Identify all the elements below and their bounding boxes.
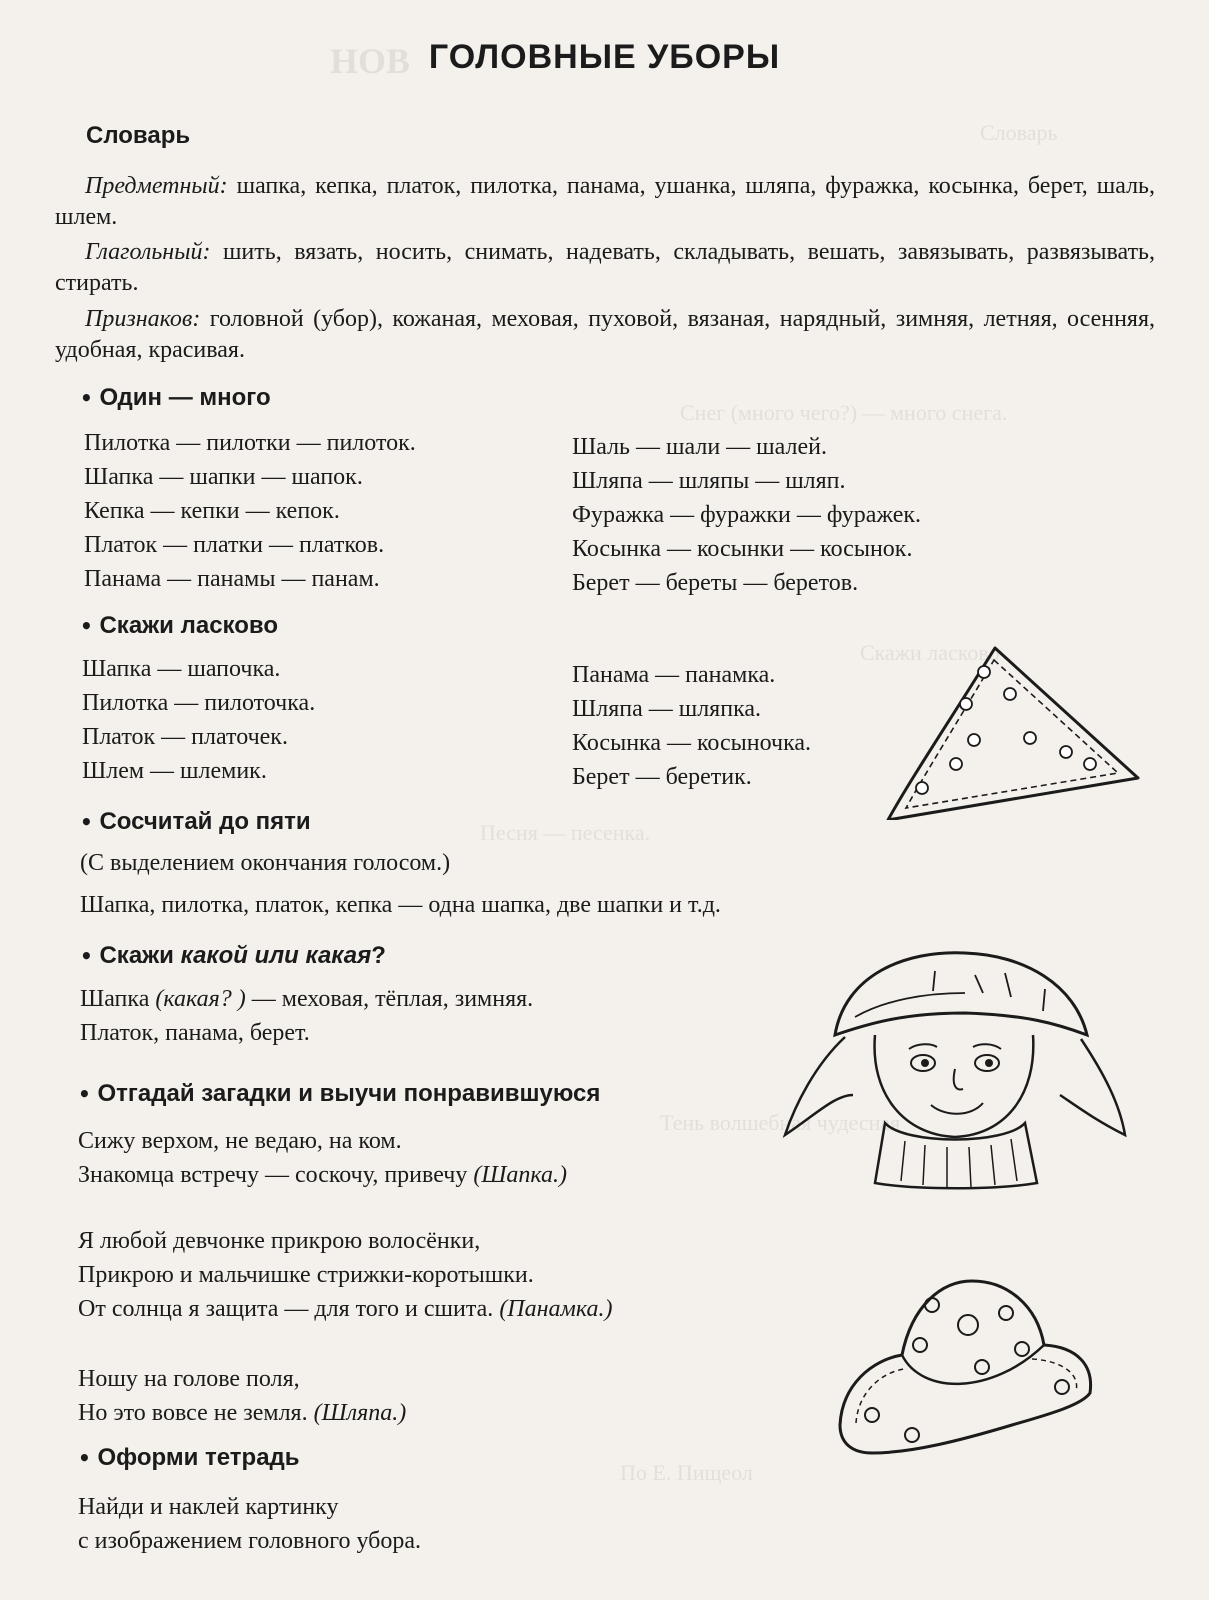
list-item: Шлем — шлемик. xyxy=(82,758,267,784)
which-line-2: Платок, панама, берет. xyxy=(80,1020,310,1046)
list-item: Шляпа — шляпы — шляп. xyxy=(572,468,846,494)
gently-right xyxy=(572,658,811,794)
verb-label: Глагольный: xyxy=(85,239,211,265)
dictionary-heading: Словарь xyxy=(86,122,191,149)
bullet-icon: • xyxy=(80,810,93,834)
list-item: Берет — беретик. xyxy=(572,764,752,790)
dictionary-verb xyxy=(55,237,1155,299)
riddle-line: Я любой девчонке прикрою волосёнки, xyxy=(78,1228,481,1254)
riddle-2 xyxy=(78,1224,612,1326)
bullet-icon: • xyxy=(78,1082,91,1106)
list-item: Шаль — шали — шалей. xyxy=(572,434,827,460)
list-item: Шапка — шапки — шапок. xyxy=(84,464,363,490)
riddle-1 xyxy=(78,1124,567,1192)
riddle-line: Прикрою и мальчишке стрижки-коротышки. xyxy=(78,1262,534,1288)
dictionary-attributes xyxy=(55,304,1155,366)
kerchief-illustration xyxy=(880,640,1150,820)
dictionary-subject xyxy=(55,171,1155,233)
riddles-heading: • Отгадай загадки и выучи понравившуюся xyxy=(78,1080,601,1107)
list-item: Платок — платочек. xyxy=(82,724,288,750)
bullet-icon: • xyxy=(80,614,93,638)
one-many-left xyxy=(84,426,416,596)
riddle-line: От солнца я защита — для того и сшита. (Панамка.) xyxy=(78,1296,613,1322)
riddle-3 xyxy=(78,1362,406,1430)
list-item: Косынка — косынки — косынок. xyxy=(572,536,913,562)
bullet-icon: • xyxy=(78,1446,91,1470)
count-example: Шапка, пилотка, платок, кепка — одна шапка, две шапки и т.д. xyxy=(80,892,721,918)
riddle-answer: (Шляпа.) xyxy=(313,1400,407,1426)
riddle-answer: (Шапка.) xyxy=(473,1162,567,1188)
flower-hat-illustration xyxy=(832,1275,1098,1460)
list-item: Берет — береты — беретов. xyxy=(572,570,859,596)
subject-label: Предметный: xyxy=(85,173,228,199)
list-item: Панама — панамы — панам. xyxy=(84,566,380,592)
riddle-answer: (Панамка.) xyxy=(499,1296,613,1322)
gently-left xyxy=(82,652,315,788)
gently-heading: • Скажи ласково xyxy=(80,612,278,639)
riddle-line: Но это вовсе не земля. (Шляпа.) xyxy=(78,1400,407,1426)
count-note: (С выделением окончания голосом.) xyxy=(80,850,451,876)
which-line-1: Шапка (какая? ) — меховая, тёплая, зимняя. xyxy=(80,986,534,1012)
list-item: Кепка — кепки — кепок. xyxy=(84,498,340,524)
riddle-line: Ношу на голове поля, xyxy=(78,1366,300,1392)
riddle-line: Знакомца встречу — соскочу, привечу (Шапка.) xyxy=(78,1162,567,1188)
child-hat-illustration xyxy=(775,945,1135,1190)
subject-text: шапка, кепка, платок, пилотка, панама, ушанка, шляпа, фуражка, косынка, берет, шаль, шлем. xyxy=(55,173,1155,230)
notebook-heading: • Оформи тетрадь xyxy=(78,1444,300,1471)
attr-label: Признаков: xyxy=(85,306,201,332)
attr-text: головной (убор), кожаная, меховая, пуховой, вязаная, нарядный, зимняя, летняя, осенняя, удобная, красивая. xyxy=(55,306,1155,363)
which-heading: • Скажи какой или какая? xyxy=(80,942,386,969)
bullet-icon: • xyxy=(80,386,93,410)
page-title: ГОЛОВНЫЕ УБОРЫ xyxy=(428,38,781,76)
notebook-line: Найди и наклей картинку xyxy=(78,1494,339,1520)
one-many-heading: • Один — много xyxy=(80,384,271,411)
verb-text: шить, вязать, носить, снимать, надевать, складывать, вешать, завязывать, развязывать, стирать. xyxy=(55,239,1155,296)
list-item: Шляпа — шляпка. xyxy=(572,696,762,722)
notebook-line: с изображением головного убора. xyxy=(78,1528,422,1554)
list-item: Панама — панамка. xyxy=(572,662,776,688)
notebook-text xyxy=(78,1490,421,1558)
riddle-line: Сижу верхом, не ведаю, на ком. xyxy=(78,1128,402,1154)
bullet-icon: • xyxy=(80,944,93,968)
list-item: Косынка — косыночка. xyxy=(572,730,812,756)
list-item: Фуражка — фуражки — фуражек. xyxy=(572,502,922,528)
list-item: Шапка — шапочка. xyxy=(82,656,281,682)
list-item: Пилотка — пилоточка. xyxy=(82,690,316,716)
one-many-right xyxy=(572,430,921,600)
list-item: Пилотка — пилотки — пилоток. xyxy=(84,430,416,456)
count-heading: • Сосчитай до пяти xyxy=(80,808,311,835)
list-item: Платок — платки — платков. xyxy=(84,532,385,558)
